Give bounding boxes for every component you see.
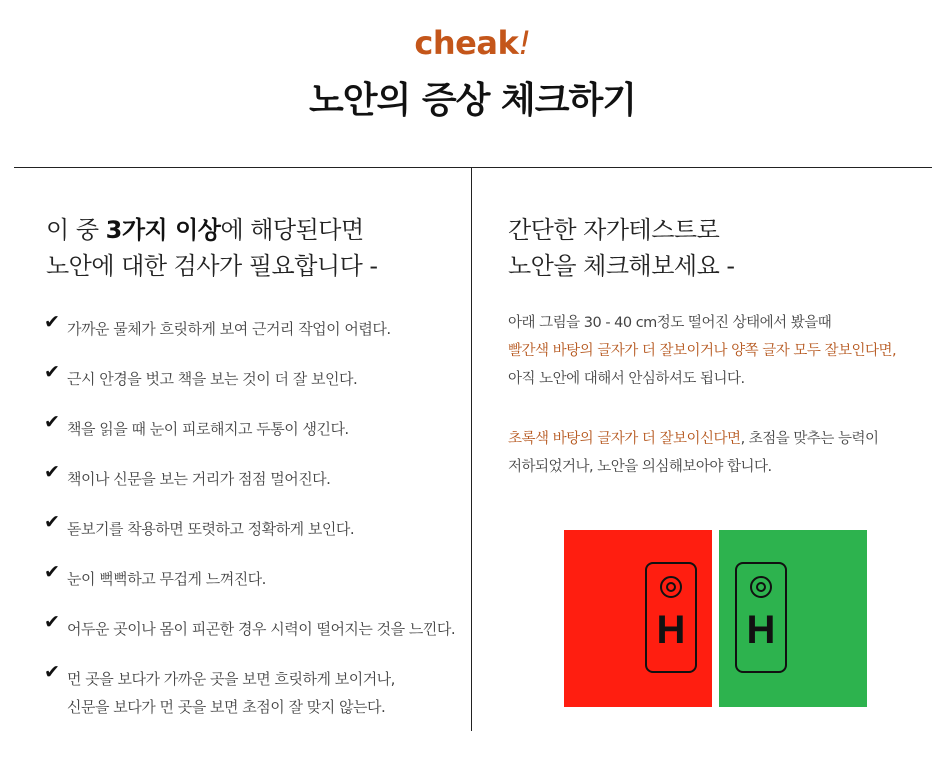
checklist-item: [44, 359, 464, 409]
test-card-red: [645, 562, 697, 673]
checklist-item: [44, 559, 464, 609]
heading-bold: 3가지 이상: [105, 216, 221, 244]
test-letter-green: H: [746, 608, 776, 652]
checklist-heading-line1: [46, 212, 378, 248]
checklist-item: [44, 409, 464, 459]
checklist-item-text: 책을 읽을 때 눈이 피로해지고 두통이 생긴다.: [67, 420, 349, 438]
brand-logo: [0, 24, 945, 62]
check-icon: ✔: [44, 361, 60, 383]
top-divider: [14, 167, 932, 168]
checklist-item-text-line2: 신문을 보다가 먼 곳을 보면 초점이 잘 맞지 않는다.: [67, 698, 386, 716]
check-icon: ✔: [44, 561, 60, 583]
test-card-green: [735, 562, 787, 673]
brand-exclamation: !: [518, 24, 531, 62]
target-icon: [750, 576, 772, 598]
check-icon: ✔: [44, 511, 60, 533]
instructions-paragraph-1: [508, 309, 896, 393]
test-letter-red: H: [656, 608, 686, 652]
checklist-item-text: [67, 665, 395, 721]
page-title: 노안의 증상 체크하기: [308, 80, 637, 121]
instructions-highlight: 초록색 바탕의 글자가 더 잘보이신다면: [508, 431, 741, 447]
checklist-heading: [46, 212, 378, 284]
self-test-heading-line1: 간단한 자가테스트로: [508, 216, 720, 244]
checklist-item: [44, 509, 464, 559]
checklist-item-text: 어두운 곳이나 몸이 피곤한 경우 시력이 떨어지는 것을 느낀다.: [67, 620, 456, 638]
checklist-item-text: 근시 안경을 벗고 책을 보는 것이 더 잘 보인다.: [67, 370, 358, 388]
instructions-line: 저하되었거나, 노안을 의심해보아야 합니다.: [508, 459, 772, 475]
checklist-item: [44, 659, 464, 715]
check-icon: ✔: [44, 661, 60, 683]
red-test-panel: [564, 530, 712, 707]
self-test-heading: [508, 212, 735, 284]
instructions-highlight: 빨간색 바탕의 글자가 더 잘보이거나 양쪽 글자 모두 잘보인다면,: [508, 343, 897, 359]
checklist-item-text: 가까운 물체가 흐릿하게 보여 근거리 작업이 어렵다.: [67, 320, 391, 338]
checklist-item: [44, 459, 464, 509]
check-icon: ✔: [44, 611, 60, 633]
checklist-item-text: 눈이 뻑뻑하고 무겁게 느껴진다.: [67, 570, 266, 588]
checklist-item: [44, 309, 464, 359]
check-icon: ✔: [44, 311, 60, 333]
symptom-checklist: [44, 309, 464, 715]
heading-prefix: 이 중: [46, 216, 106, 244]
instructions-line: [508, 425, 879, 453]
checklist-item-text-line1: 먼 곳을 보다가 가까운 곳을 보면 흐릿하게 보이거나,: [67, 670, 395, 688]
check-icon: ✔: [44, 411, 60, 433]
checklist-item-text: 돋보기를 착용하면 또렷하고 정확하게 보인다.: [67, 520, 355, 538]
vertical-divider: [471, 168, 472, 731]
checklist-item: [44, 609, 464, 659]
instructions-line: 아래 그림을 30 - 40 cm정도 떨어진 상태에서 봤을때: [508, 315, 832, 331]
checklist-heading-line2: 노안에 대한 검사가 필요합니다 -: [46, 252, 378, 280]
instructions-line: 아직 노안에 대해서 안심하셔도 됩니다.: [508, 371, 745, 387]
target-icon: [660, 576, 682, 598]
instructions-paragraph-2: [508, 425, 879, 481]
brand-text: cheak: [414, 24, 519, 62]
check-icon: ✔: [44, 461, 60, 483]
green-test-panel: [719, 530, 867, 707]
heading-suffix: 에 해당된다면: [220, 216, 364, 244]
checklist-item-text: 책이나 신문을 보는 거리가 점점 멀어진다.: [67, 470, 331, 488]
self-test-heading-line2: 노안을 체크해보세요 -: [508, 252, 735, 280]
instructions-text: , 초점을 맞추는 능력이: [740, 431, 879, 447]
